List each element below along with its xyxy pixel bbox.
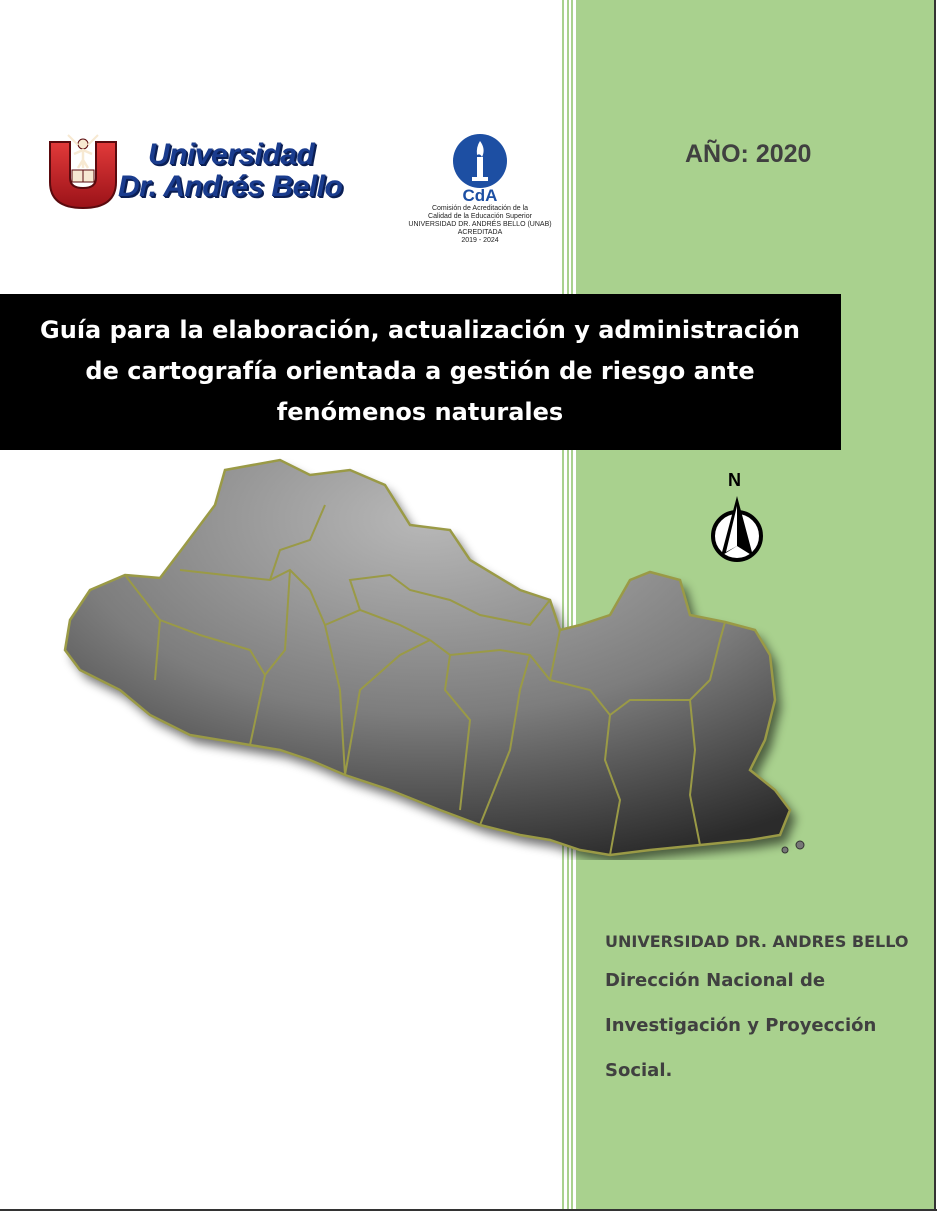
north-arrow — [700, 470, 774, 570]
accreditation-caption-4: ACREDITADA — [457, 229, 503, 236]
accreditation-caption-3: UNIVERSIDAD DR. ANDRÉS BELLO (UNAB) — [408, 221, 552, 228]
department-line-2: Investigación y Proyección — [605, 1015, 877, 1036]
page-border-right — [934, 0, 936, 1211]
document-title — [20, 310, 820, 433]
title-line-2: de cartografía orientada a gestión de riesgo ante — [85, 357, 755, 385]
department-line-1: Dirección Nacional de — [605, 970, 826, 991]
unab-shield-logo-icon — [48, 130, 118, 210]
accreditation-logo — [405, 133, 555, 258]
organization-name: UNIVERSIDAD DR. ANDRES BELLO — [605, 932, 909, 951]
el-salvador-departments-map-icon — [50, 450, 810, 860]
accreditation-caption-2: Calidad de la Educación Superior — [428, 213, 532, 220]
page-border-bottom — [0, 1209, 937, 1211]
cda-wordmark: CdA — [462, 186, 498, 205]
cda-torch-logo-icon — [450, 133, 510, 205]
title-band — [0, 294, 841, 450]
accreditation-caption-5: 2019 - 2024 — [461, 237, 499, 244]
north-label: N — [728, 470, 741, 490]
year-label: AÑO: 2020 — [685, 140, 812, 168]
university-logo-line2: Dr. Andrés Bello — [118, 170, 343, 203]
department-line-3: Social. — [605, 1060, 673, 1081]
organization-block — [605, 930, 925, 1093]
title-line-3: fenómenos naturales — [276, 398, 564, 426]
north-arrow-icon — [706, 492, 768, 564]
map-country-outline — [65, 460, 790, 855]
title-line-1: Guía para la elaboración, actualización y administración — [40, 316, 800, 344]
university-logo-line1: Universidad — [148, 138, 315, 171]
university-logo — [48, 130, 358, 210]
accreditation-caption-1: Comisión de Acreditación de la — [431, 205, 529, 212]
department-name — [605, 958, 925, 1093]
